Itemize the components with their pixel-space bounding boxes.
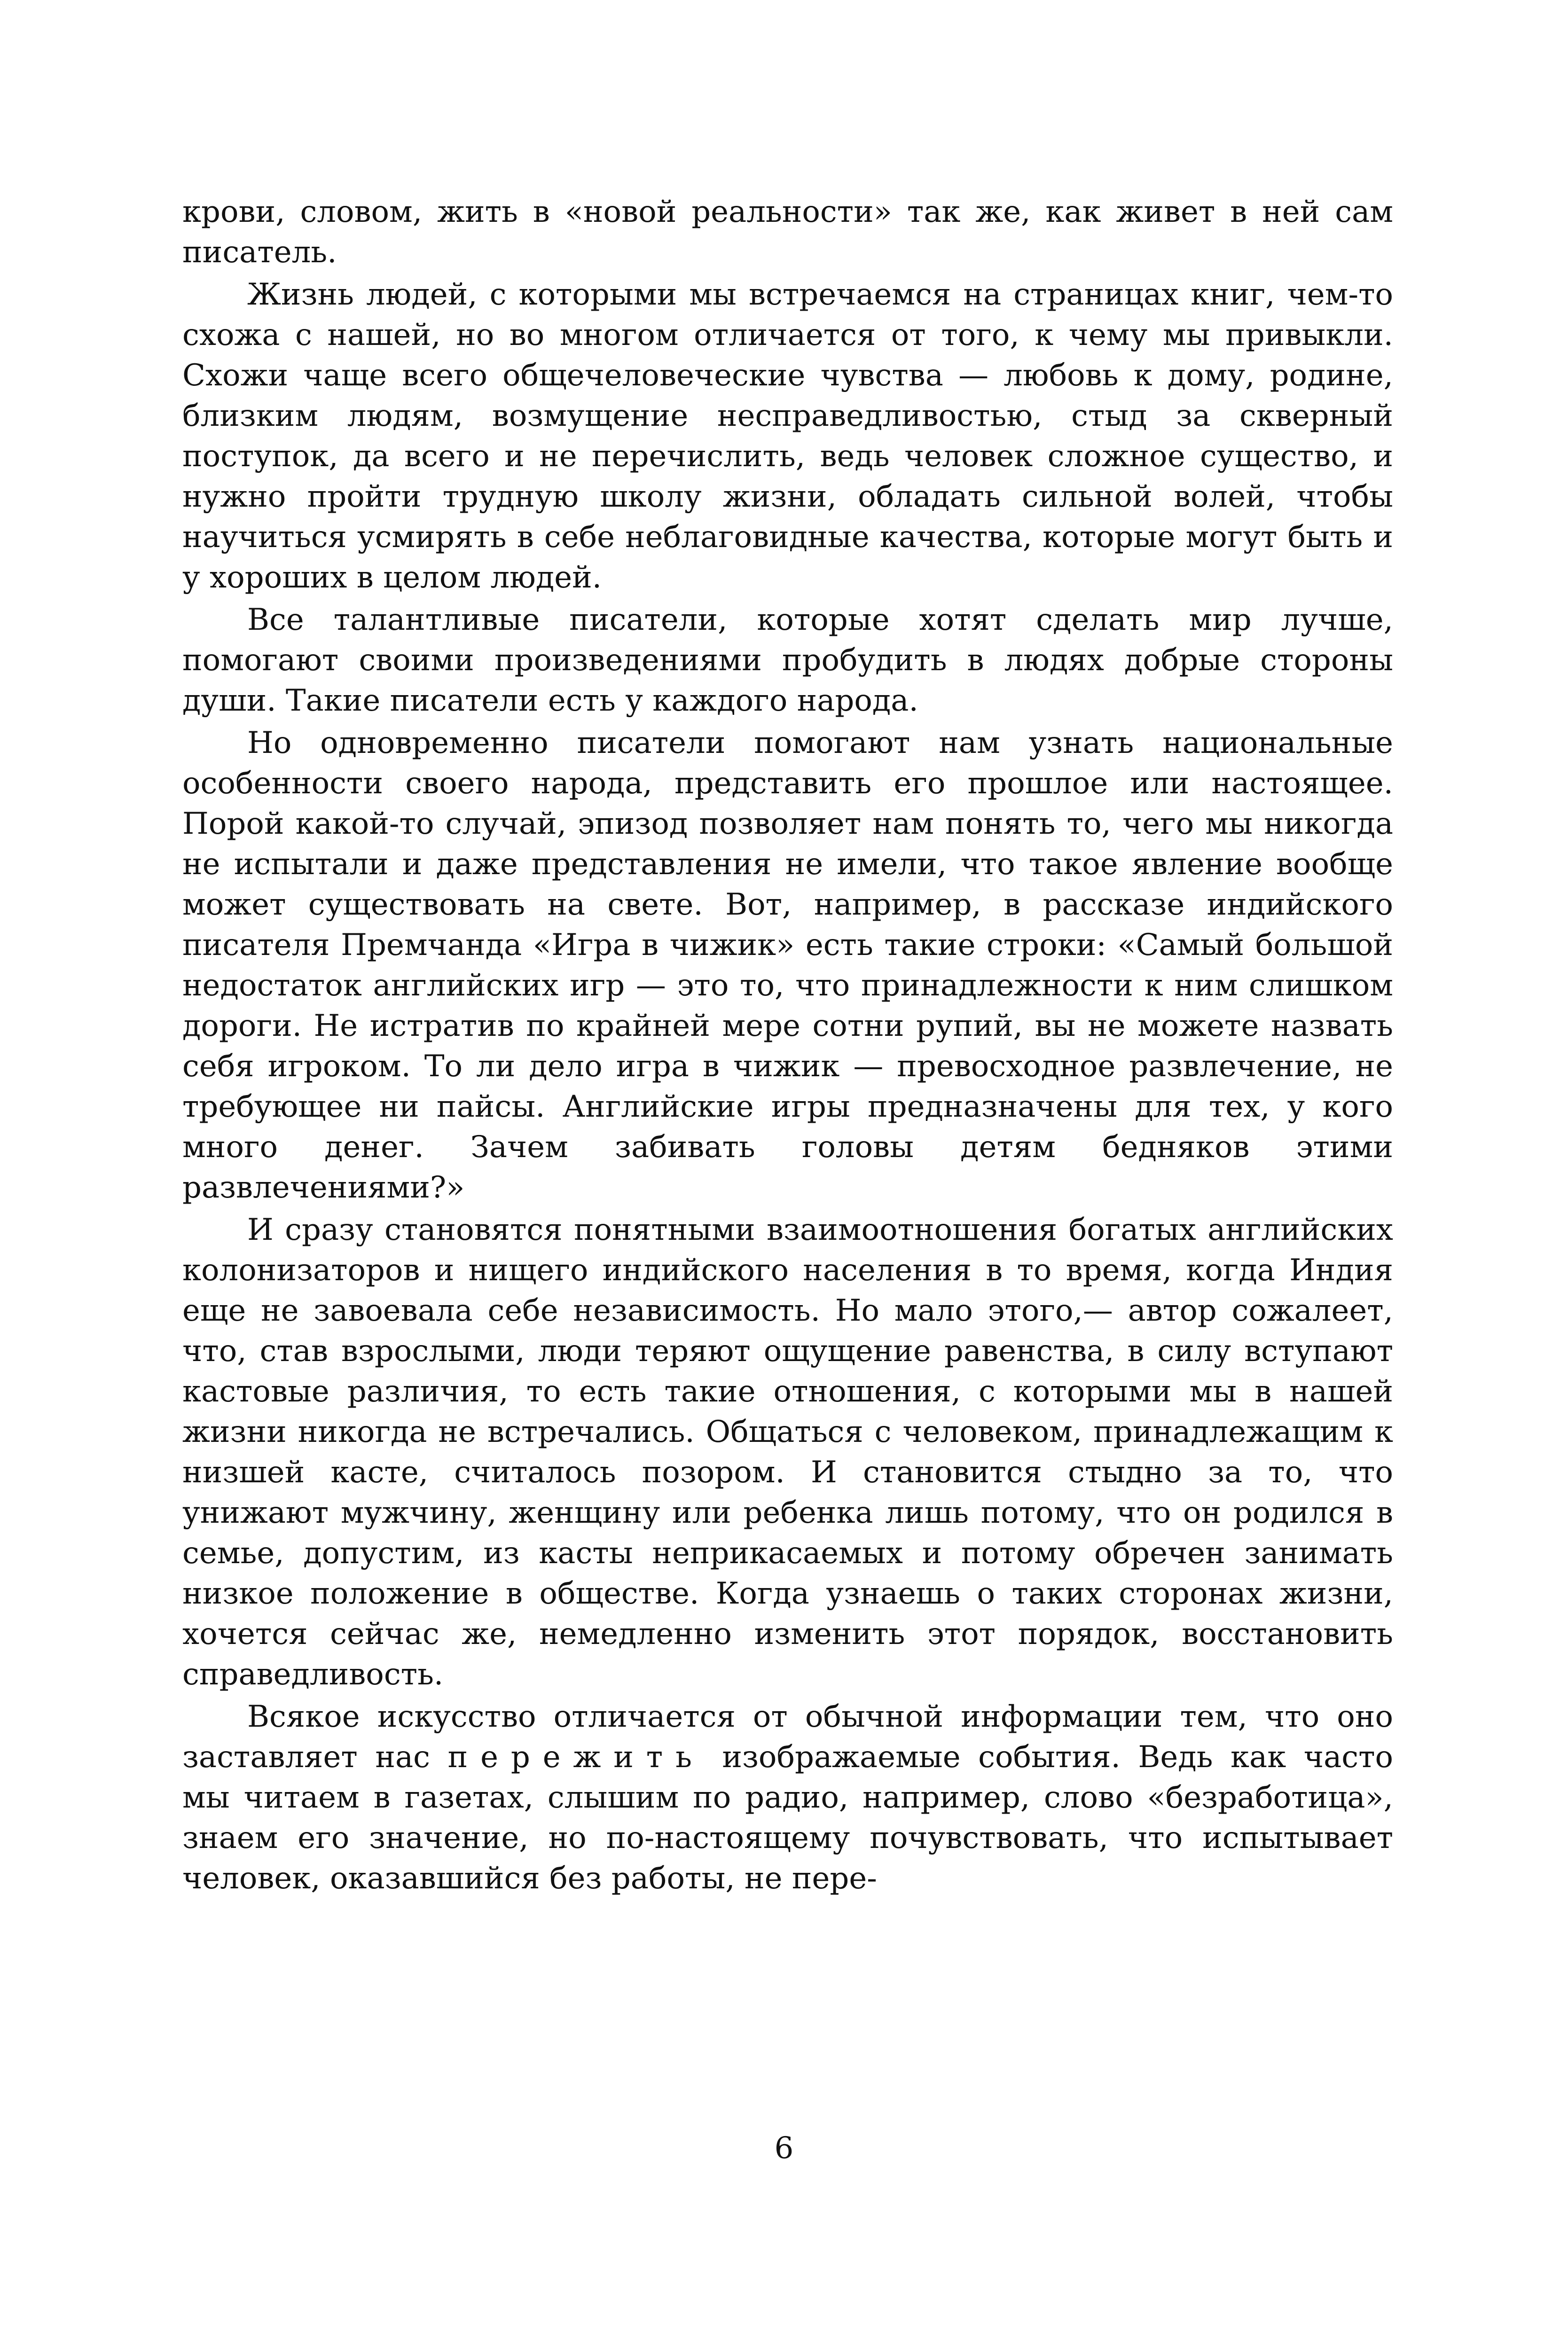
emphasis-word: пережить bbox=[447, 1740, 705, 1775]
paragraph-colonizers: И сразу становятся понятными взаимоотношения богатых английских колонизаторов и нищего индийского населения в то время, когда Индия еще не завоевала себе независимость. Но мало этого,— автор сожалеет, что, став взрослыми, люди теряют ощущение равенства, в силу вступают кастовые различия, то есть такие отношения, с которыми мы в нашей жизни никогда не встречались. Общаться с человеком, принадлежащим к низшей касте, считалось позором. И становится стыдно за то, что унижают мужчину, женщину или ребенка лишь потому, что он родился в семье, допустим, из касты неприкасаемых и потому обречен занимать низкое положение в обществе. Когда узнаешь о таких сторонах жизни, хочется сейчас же, немедленно изменить этот порядок, восстановить справедливость. bbox=[182, 1213, 1393, 1692]
page-number: 6 bbox=[774, 2131, 794, 2166]
paragraph-art bbox=[182, 1697, 1393, 1899]
paragraph-continuation: крови, словом, жить в «новой реальности» так же, как живет в ней сам писатель. bbox=[182, 195, 1393, 270]
paragraph-talented-writers: Все талантливые писатели, которые хотят сделать мир лучше, помогают своими произведениями пробудить в людях добрые стороны души. Такие писатели есть у каждого народа. bbox=[182, 603, 1393, 718]
paragraph-art-before: Всякое искусство отличается от обычной информации тем, что оно заставляет нас bbox=[182, 1699, 1393, 1775]
page-body bbox=[182, 192, 1393, 1899]
paragraph-life-of-people: Жизнь людей, с которыми мы встречаемся на страницах книг, чем-то схожа с нашей, но во многом отличается от того, к чему мы привыкли. Схожи чаще всего общечеловеческие чувства — любовь к дому, родине, близким людям, возмущение несправедливостью, стыд за скверный поступок, да всего и не перечислить, ведь человек сложное существо, и нужно пройти трудную школу жизни, обладать сильной волей, чтобы научиться усмирять в себе неблаговидные качества, которые могут быть и у хороших в целом людей. bbox=[182, 277, 1393, 595]
paragraph-national-features: Но одновременно писатели помогают нам узнать национальные особенности своего народа, представить его прошлое или настоящее. Порой какой-то случай, эпизод позволяет нам понять то, чего мы никогда не испытали и даже представления не имели, что такое явление вообще может существовать на свете. Вот, например, в рассказе индийского писателя Премчанда «Игра в чижик» есть такие строки: «Самый большой недостаток английских игр — это то, что принадлежности к ним слишком дороги. Не истратив по крайней мере сотни рупий, вы не можете назвать себя игроком. То ли дело игра в чижик — превосходное развлечение, не требующее ни пайсы. Английские игры предназначены для тех, у кого много денег. Зачем забивать головы детям бедняков этими развлечениями?» bbox=[182, 726, 1393, 1205]
paragraph-art-after: изображаемые события. Ведь как часто мы читаем в газетах, слышим по радио, например, слово «безработица», знаем его значение, но по-настоящему почувствовать, что испытывает человек, оказавшийся без работы, не пере- bbox=[182, 1740, 1394, 1896]
